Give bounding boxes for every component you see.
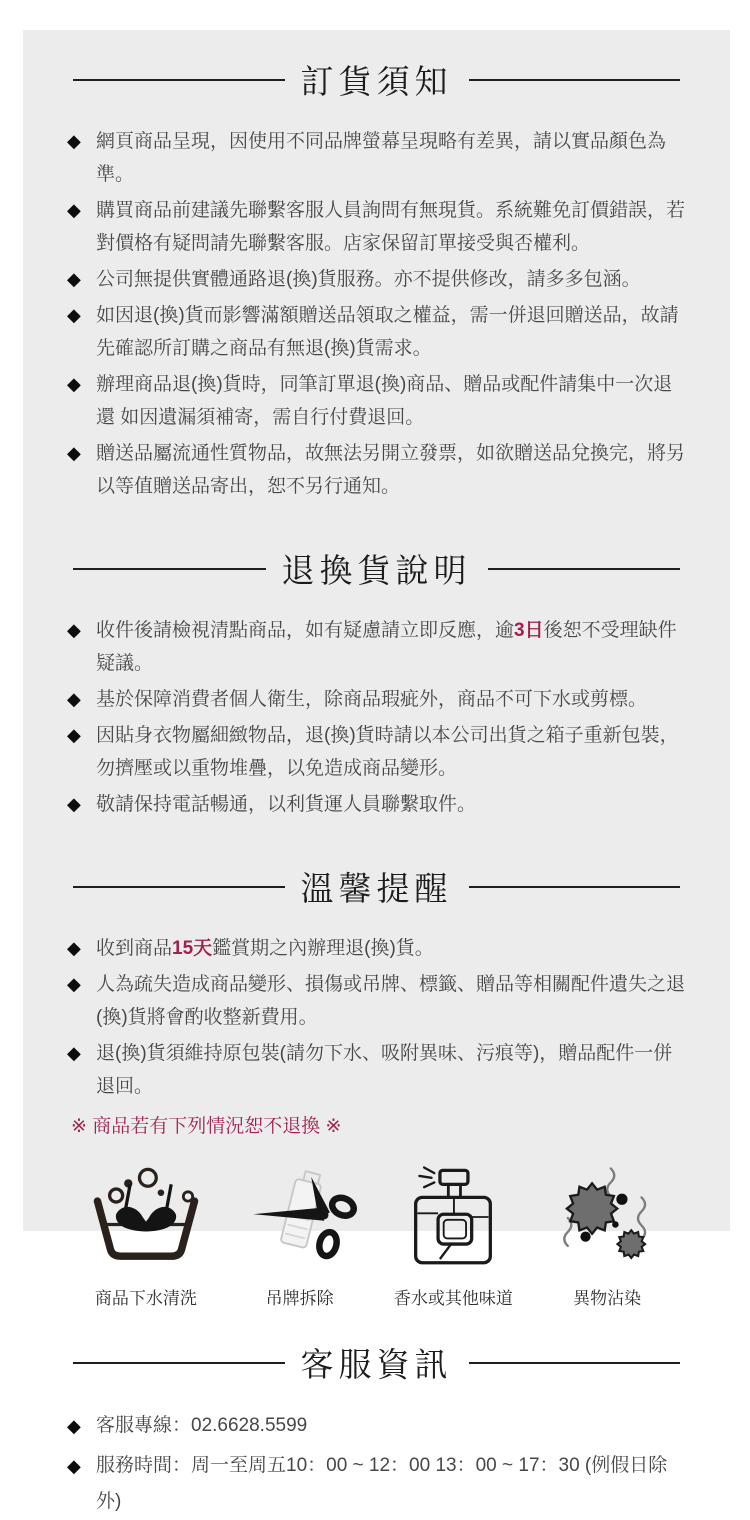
list-item-text: 公司無提供實體通路退(換)貨服務。亦不提供修改，請多多包涵。 xyxy=(96,269,641,290)
title-rule-left xyxy=(73,886,285,888)
highlight-days: 3日 xyxy=(514,620,544,641)
icon-item-tag-removed xyxy=(223,1164,377,1309)
list-item xyxy=(67,437,686,503)
tag-removed-icon xyxy=(244,1164,356,1270)
list-item xyxy=(67,719,686,785)
icon-label: 商品下水清洗 xyxy=(94,1289,197,1308)
section-title-return-policy xyxy=(73,545,680,592)
section-return-policy xyxy=(67,545,686,821)
list-item-text: 退(換)貨須維持原包裝(請勿下水、吸附異味、污痕等)，贈品配件一併退回。 xyxy=(96,1043,673,1097)
reminder-list xyxy=(67,932,686,1103)
list-item xyxy=(67,788,686,821)
section-title-order-notice xyxy=(73,56,680,103)
title-rule-right xyxy=(469,1362,681,1364)
section-heading: 溫馨提醒 xyxy=(300,870,453,907)
perfume-icon xyxy=(397,1164,509,1270)
diamond-bullet-icon: ◆ xyxy=(67,443,81,463)
list-item-text: 因貼身衣物屬細緻物品，退(換)貨時請以本公司出貨之箱子重新包裝，勿擠壓或以重物堆疊，以免造成商品變形。 xyxy=(96,725,679,779)
diamond-bullet-icon: ◆ xyxy=(67,374,81,394)
list-item-text xyxy=(96,620,677,674)
text-before-highlight: 收到商品 xyxy=(96,938,173,959)
diamond-bullet-icon: ◆ xyxy=(67,1416,81,1436)
section-heading: 退換貨說明 xyxy=(281,552,472,589)
icon-label: 香水或其他味道 xyxy=(393,1289,513,1308)
list-item xyxy=(67,614,686,680)
list-item-text: 如因退(換)貨而影響滿額贈送品領取之權益，需一併退回贈送品，故請先確認所訂購之商品有無退(換)貨需求。 xyxy=(96,305,679,359)
diamond-bullet-icon: ◆ xyxy=(67,938,81,958)
icon-label: 異物沾染 xyxy=(573,1289,642,1308)
list-item xyxy=(67,1408,686,1444)
list-item-text: 贈送品屬流通性質物品，故無法另開立發票，如欲贈送品兌換完，將另以等值贈送品寄出，恕不另行通知。 xyxy=(96,443,686,497)
diamond-bullet-icon: ◆ xyxy=(67,269,81,289)
customer-service-list xyxy=(67,1408,686,1520)
diamond-bullet-icon: ◆ xyxy=(67,794,81,814)
list-item-text: 辦理商品退(換)貨時，同筆訂單退(換)商品、贈品或配件請集中一次退還 如因遺漏須補寄，需自行付費退回。 xyxy=(96,374,673,428)
list-item xyxy=(67,683,686,716)
title-rule-right xyxy=(469,79,681,81)
diamond-bullet-icon: ◆ xyxy=(67,620,81,640)
return-policy-list xyxy=(67,614,686,821)
icon-item-perfume xyxy=(377,1164,531,1309)
wash-icon xyxy=(90,1164,202,1270)
title-rule-right xyxy=(488,568,681,570)
list-item xyxy=(67,1448,686,1520)
service-hours: 服務時間：周一至周五10：00 ~ 12：00 13：00 ~ 17：30 (例假日除外) xyxy=(96,1455,668,1512)
section-title-customer-service xyxy=(73,1339,680,1386)
list-item xyxy=(67,263,686,296)
diamond-bullet-icon: ◆ xyxy=(67,305,81,325)
text-before-highlight: 收件後請檢視清點商品，如有疑慮請立即反應，逾 xyxy=(96,620,515,641)
no-return-icons-row xyxy=(69,1164,684,1309)
list-item-text: 敬請保持電話暢通，以利貨運人員聯繫取件。 xyxy=(96,794,477,815)
icon-item-contamination xyxy=(530,1164,684,1309)
section-customer-service xyxy=(67,1339,686,1520)
list-item xyxy=(67,125,686,191)
icon-label: 吊牌拆除 xyxy=(265,1289,334,1308)
section-reminder xyxy=(67,863,686,1309)
highlight-days: 15天 xyxy=(172,938,213,959)
section-order-notice xyxy=(67,56,686,503)
list-item xyxy=(67,932,686,965)
diamond-bullet-icon: ◆ xyxy=(67,974,81,994)
diamond-bullet-icon: ◆ xyxy=(67,1043,81,1063)
notice-card xyxy=(23,30,730,1512)
list-item-text xyxy=(96,938,434,959)
diamond-bullet-icon: ◆ xyxy=(67,689,81,709)
diamond-bullet-icon: ◆ xyxy=(67,725,81,745)
icon-item-wash xyxy=(69,1164,223,1309)
text-after-highlight: 後恕不受理缺件疑議。 xyxy=(96,620,677,674)
title-rule-right xyxy=(469,886,681,888)
list-item xyxy=(67,368,686,434)
list-item-text: 購買商品前建議先聯繫客服人員詢問有無現貨。系統難免訂價錯誤，若對價格有疑問請先聯繫客服。店家保留訂單接受與否權利。 xyxy=(96,200,686,254)
section-heading: 訂貨須知 xyxy=(300,63,453,100)
list-item xyxy=(67,299,686,365)
list-item-text: 人為疏失造成商品變形、損傷或吊牌、標籤、贈品等相關配件遺失之退 (換)貨將會酌收整新費用。 xyxy=(96,974,686,1028)
list-item-text: 網頁商品呈現，因使用不同品牌螢幕呈現略有差異，請以實品顏色為準。 xyxy=(96,131,667,185)
no-return-conditions-note: ※ 商品若有下列情況恕不退換 ※ xyxy=(71,1116,342,1137)
diamond-bullet-icon: ◆ xyxy=(67,1456,81,1476)
service-phone: 客服專線：02.6628.5599 xyxy=(96,1415,308,1436)
title-rule-left xyxy=(73,568,266,570)
diamond-bullet-icon: ◆ xyxy=(67,200,81,220)
list-item xyxy=(67,968,686,1034)
list-item-text: 基於保障消費者個人衛生，除商品瑕疵外，商品不可下水或剪標。 xyxy=(96,689,648,710)
title-rule-left xyxy=(73,1362,285,1364)
order-notice-list xyxy=(67,125,686,503)
text-after-highlight: 鑑賞期之內辦理退(換)貨。 xyxy=(212,938,434,959)
section-title-reminder xyxy=(73,863,680,910)
contamination-icon xyxy=(551,1164,663,1270)
section-heading: 客服資訊 xyxy=(300,1346,453,1383)
diamond-bullet-icon: ◆ xyxy=(67,131,81,151)
title-rule-left xyxy=(73,79,285,81)
list-item xyxy=(67,1037,686,1103)
list-item xyxy=(67,194,686,260)
